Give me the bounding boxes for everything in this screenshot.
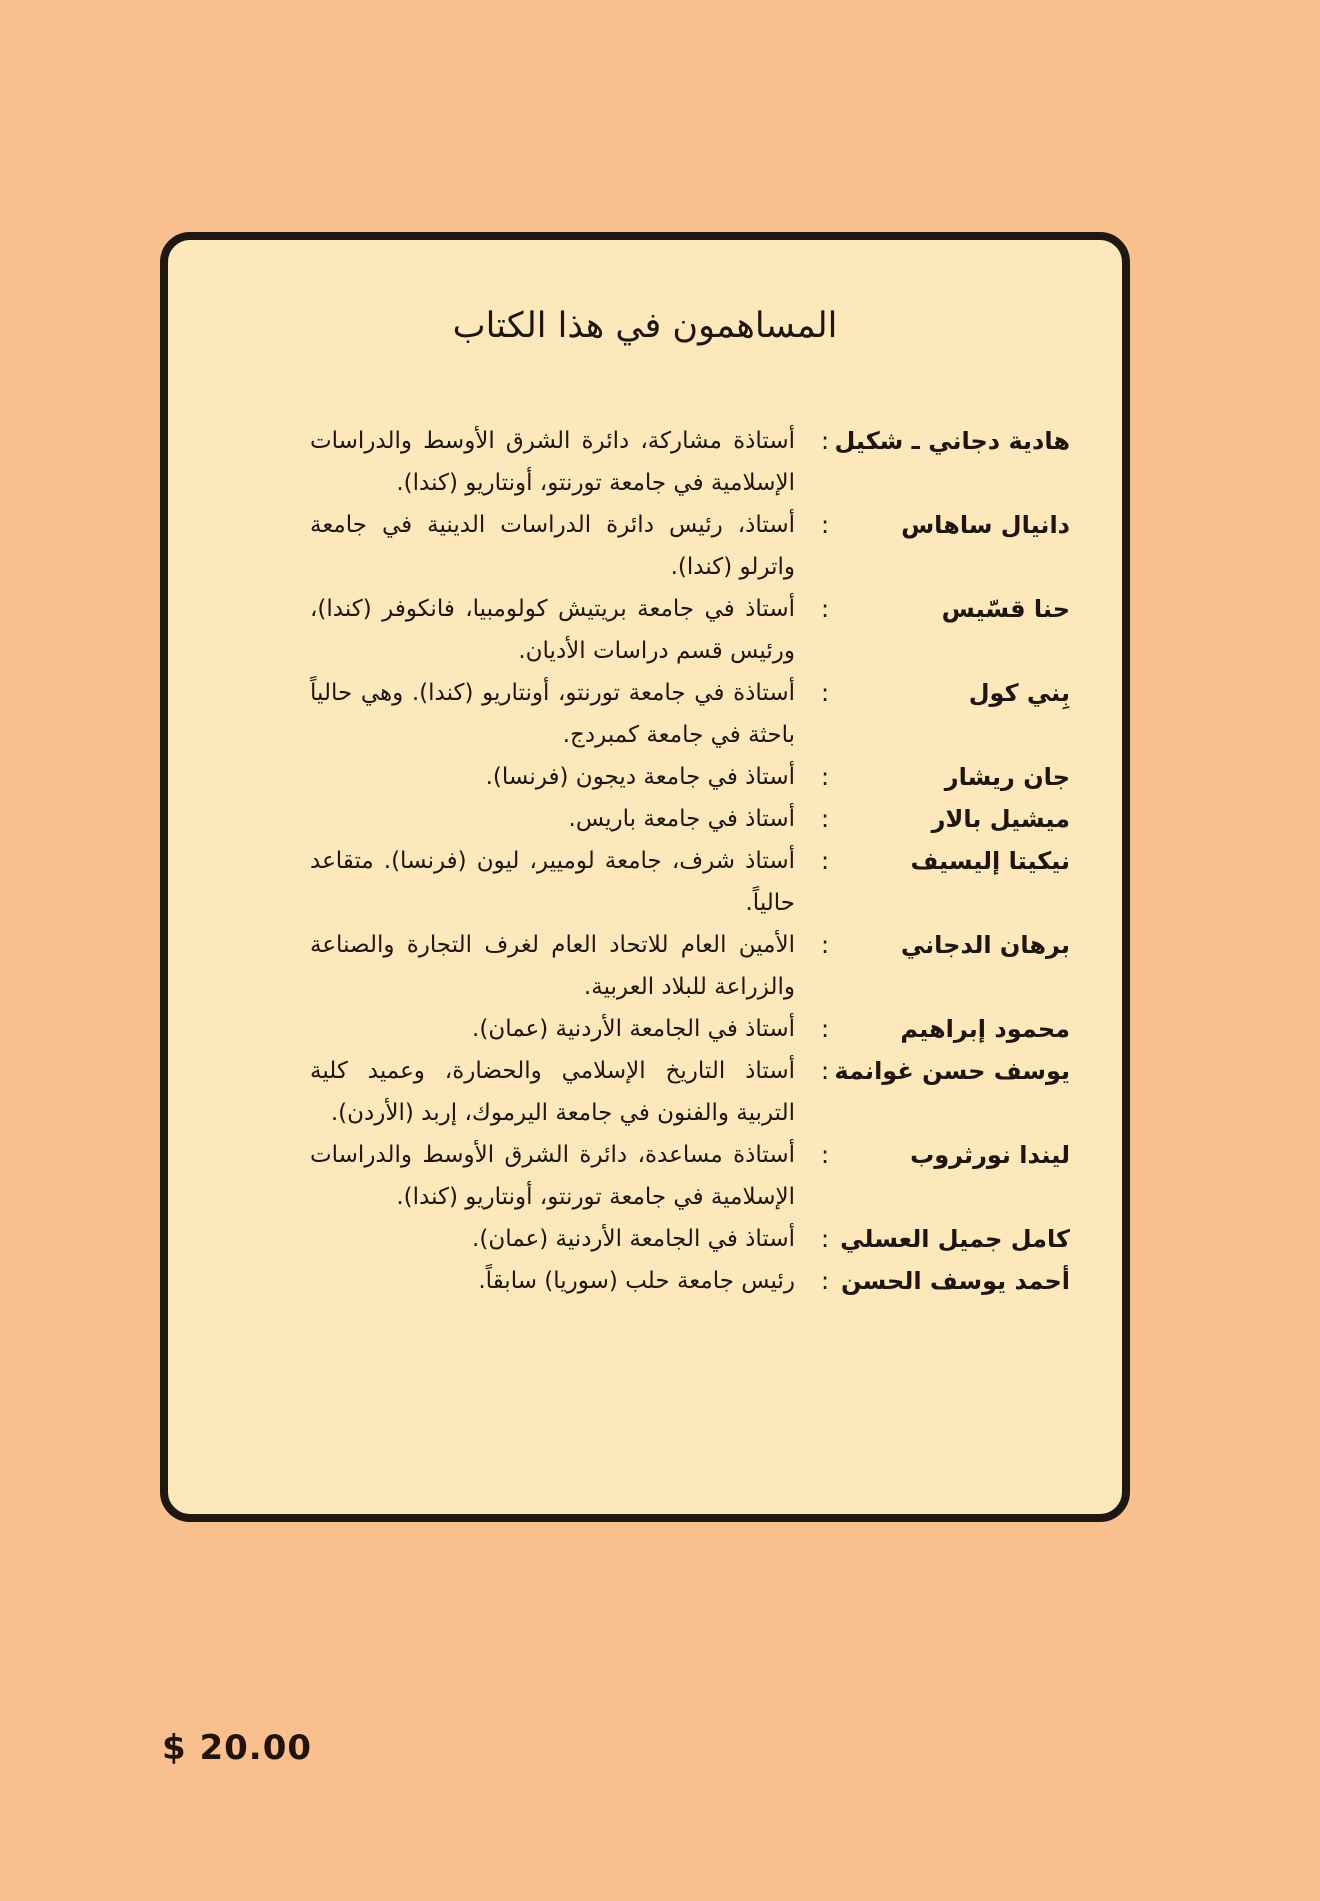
contributor-description: أستاذ، رئيس دائرة الدراسات الدينية في جامعة واترلو (كندا). [310,512,795,580]
contributor-name: ميشيل بالار [931,805,1070,833]
separator-colon: : [820,1057,830,1085]
contributor-row [210,798,1070,840]
contributor-description: رئيس جامعة حلب (سوريا) سابقاً. [478,1268,795,1294]
contributor-description: أستاذة مشاركة، دائرة الشرق الأوسط والدراسات الإسلامية في جامعة تورنتو، أونتاريو (كندا). [310,428,795,496]
contributor-row [210,1008,1070,1050]
contributors-panel [160,232,1130,1522]
contributor-description: أستاذ التاريخ الإسلامي والحضارة، وعميد كلية التربية والفنون في جامعة اليرموك، إربد (الأردن). [310,1058,795,1126]
contributor-row [210,672,1070,756]
panel-title: المساهمون في هذا الكتاب [452,306,838,346]
separator-colon: : [820,1267,830,1295]
separator-colon: : [820,511,830,539]
separator-colon: : [820,1015,830,1043]
separator-colon: : [820,805,830,833]
contributor-row [210,1218,1070,1260]
contributor-name: جان ريشار [944,763,1070,791]
separator-colon: : [820,763,830,791]
contributor-name: برهان الدجاني [900,931,1070,959]
separator-colon: : [820,931,830,959]
contributor-name: دانيال ساهاس [901,511,1070,539]
contributor-description: أستاذ في جامعة بريتيش كولومبيا، فانكوفر (كندا)، ورئيس قسم دراسات الأديان. [310,596,795,664]
contributor-description: الأمين العام للاتحاد العام لغرف التجارة والصناعة والزراعة للبلاد العربية. [310,932,795,1000]
contributor-name: حنا قسّيس [941,595,1070,623]
contributor-description: أستاذة مساعدة، دائرة الشرق الأوسط والدراسات الإسلامية في جامعة تورنتو، أونتاريو (كندا). [310,1142,795,1210]
contributor-name: هادية دجاني ـ شكيل [834,427,1070,455]
contributor-row [210,840,1070,924]
contributor-name: يوسف حسن غوانمة [834,1057,1070,1085]
contributor-description: أستاذ شرف، جامعة لوميير، ليون (فرنسا). متقاعد حالياً. [310,848,795,916]
contributor-description: أستاذ في الجامعة الأردنية (عمان). [472,1226,795,1252]
price-label: $ 20.00 [162,1728,313,1768]
contributor-name: ليندا نورثروب [910,1141,1070,1169]
contributor-description: أستاذ في الجامعة الأردنية (عمان). [472,1016,795,1042]
separator-colon: : [820,847,830,875]
contributor-name: بِني كول [968,679,1070,707]
contributor-row [210,420,1070,504]
contributor-name: نيكيتا إليسيف [910,847,1070,875]
contributor-row [210,756,1070,798]
separator-colon: : [820,679,830,707]
contributor-name: أحمد يوسف الحسن [841,1267,1070,1295]
contributor-description: أستاذ في جامعة باريس. [568,806,795,832]
contributor-description: أستاذ في جامعة ديجون (فرنسا). [485,764,795,790]
contributor-row [210,1134,1070,1218]
contributor-row [210,588,1070,672]
contributors-list [210,420,1070,1302]
contributor-row [210,1050,1070,1134]
separator-colon: : [820,595,830,623]
contributor-name: كامل جميل العسلي [840,1225,1070,1253]
separator-colon: : [820,1141,830,1169]
contributor-row [210,504,1070,588]
separator-colon: : [820,1225,830,1253]
separator-colon: : [820,427,830,455]
contributor-name: محمود إبراهيم [900,1015,1070,1043]
contributor-row [210,1260,1070,1302]
contributor-row [210,924,1070,1008]
contributor-description: أستاذة في جامعة تورنتو، أونتاريو (كندا). وهي حالياً باحثة في جامعة كمبردج. [310,680,795,748]
